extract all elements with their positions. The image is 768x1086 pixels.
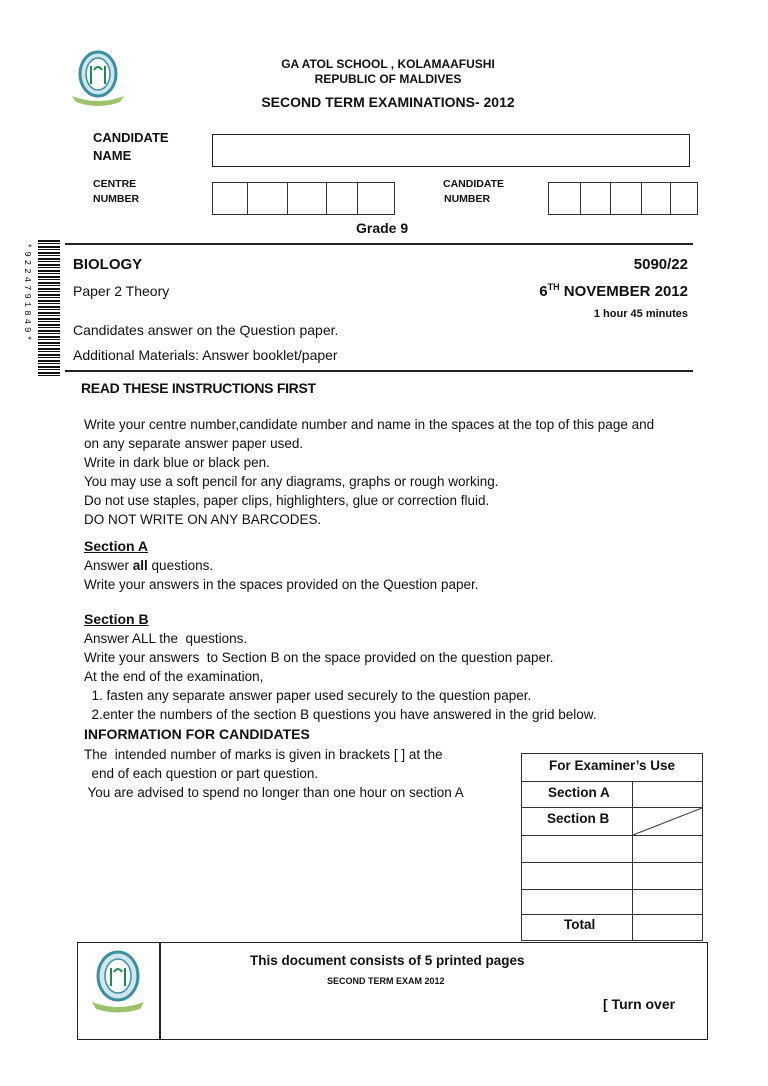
section-b-heading: Section B	[84, 611, 149, 627]
mark-cell[interactable]	[632, 889, 703, 915]
centre-number-box[interactable]	[212, 182, 248, 215]
instructions-list	[84, 415, 654, 529]
barcode	[38, 240, 60, 376]
centre-number-box[interactable]	[326, 182, 358, 215]
paper-code: 5090/22	[633, 256, 688, 273]
instruction-line: You may use a soft pencil for any diagrams, graphs or rough working.	[84, 474, 499, 489]
question-number-cell[interactable]	[521, 862, 633, 890]
section-b-list	[84, 629, 597, 724]
question-number-cell[interactable]	[521, 889, 633, 915]
section-a-line	[84, 556, 213, 575]
footer-logo	[90, 948, 146, 1014]
paper-title: Paper 2 Theory	[73, 283, 170, 299]
candidate-name-label: CANDIDATE	[93, 130, 169, 145]
row-label-cell	[521, 914, 633, 941]
candidate-number-box[interactable]	[610, 182, 642, 215]
diagonal-strike	[633, 808, 702, 835]
section-b-line: Answer ALL the questions.	[84, 631, 248, 646]
section-b-line: 2.enter the numbers of the section B questions you have answered in the grid below.	[84, 707, 597, 722]
exam-date	[539, 283, 688, 301]
row-label: Section A	[548, 785, 610, 800]
instructions-heading: READ THESE INSTRUCTIONS FIRST	[81, 380, 316, 396]
information-line: The intended number of marks is given in brackets [ ] at the	[84, 747, 443, 762]
barcode-number: *9224791849*	[22, 243, 32, 344]
text: Answer	[84, 558, 133, 573]
section-b-line: At the end of the examination,	[84, 669, 264, 684]
examiner-table-title: For Examiner’s Use	[548, 758, 676, 773]
centre-number-label-2: NUMBER	[93, 193, 140, 205]
total-label: Total	[564, 917, 596, 932]
candidate-name-label-2: NAME	[93, 148, 132, 163]
candidate-number-label: CANDIDATE	[443, 178, 505, 190]
text-bold: all	[132, 558, 148, 573]
centre-number-label: CENTRE	[93, 178, 137, 190]
section-b-mark-cell	[632, 807, 703, 836]
information-line: end of each question or part question.	[84, 766, 319, 781]
instruction-line: DO NOT WRITE ON ANY BARCODES.	[84, 512, 322, 527]
instruction-line: Do not use staples, paper clips, highlighters, glue or correction fluid.	[84, 493, 490, 508]
centre-number-box[interactable]	[357, 182, 395, 215]
duration: 1 hour 45 minutes	[593, 308, 688, 320]
instruction-line: Write in dark blue or black pen.	[84, 455, 270, 470]
footer-exam: SECOND TERM EXAM 2012	[327, 976, 445, 986]
date-day: 6	[539, 283, 548, 300]
mark-cell[interactable]	[632, 862, 703, 890]
text: questions.	[147, 558, 214, 573]
section-b-line: 1. fasten any separate answer paper used securely to the question paper.	[84, 688, 532, 703]
candidate-number-label-2: NUMBER	[444, 193, 491, 205]
instruction-line: Write your centre number,candidate number and name in the spaces at the top of this page and	[84, 417, 655, 432]
instruction-line: on any separate answer paper used.	[84, 436, 304, 451]
total-mark-cell[interactable]	[632, 914, 703, 941]
information-list	[84, 745, 464, 802]
information-heading: INFORMATION FOR CANDIDATES	[84, 726, 310, 742]
candidate-number-box[interactable]	[548, 182, 581, 215]
grade: Grade 9	[356, 220, 409, 236]
section-a-line: Write your answers in the spaces provided on the Question paper.	[84, 577, 479, 592]
additional-materials: Additional Materials: Answer booklet/paper	[73, 347, 338, 363]
section-a-mark-cell[interactable]	[632, 781, 703, 808]
divider	[65, 243, 693, 245]
candidate-number-box[interactable]	[580, 182, 611, 215]
centre-number-box[interactable]	[287, 182, 327, 215]
footer-divider	[159, 943, 161, 1039]
candidate-number-box[interactable]	[641, 182, 671, 215]
row-label-cell	[521, 781, 633, 808]
row-label: Section B	[547, 811, 610, 826]
date-rest: NOVEMBER 2012	[559, 283, 688, 300]
subject: BIOLOGY	[73, 256, 143, 273]
date-sup: TH	[547, 282, 560, 292]
divider	[65, 370, 693, 372]
row-label-cell	[521, 807, 633, 836]
candidate-number-box[interactable]	[670, 182, 698, 215]
centre-number-box[interactable]	[247, 182, 288, 215]
school-name: GA ATOL SCHOOL , KOLAMAAFUSHI	[281, 57, 495, 71]
page-count: This document consists of 5 printed pages	[250, 953, 525, 968]
answer-on: Candidates answer on the Question paper.	[73, 322, 339, 338]
mark-cell[interactable]	[632, 835, 703, 863]
examiner-table-title-cell	[521, 753, 703, 782]
country: REPUBLIC OF MALDIVES	[314, 72, 462, 86]
question-number-cell[interactable]	[521, 835, 633, 863]
section-a-heading: Section A	[84, 538, 149, 554]
section-b-line: Write your answers to Section B on the space provided on the question paper.	[84, 650, 554, 665]
turn-over: [ Turn over	[603, 996, 676, 1012]
information-line: You are advised to spend no longer than one hour on section A	[84, 785, 464, 800]
exam-title: SECOND TERM EXAMINATIONS- 2012	[261, 94, 515, 110]
candidate-name-field[interactable]	[212, 134, 690, 167]
